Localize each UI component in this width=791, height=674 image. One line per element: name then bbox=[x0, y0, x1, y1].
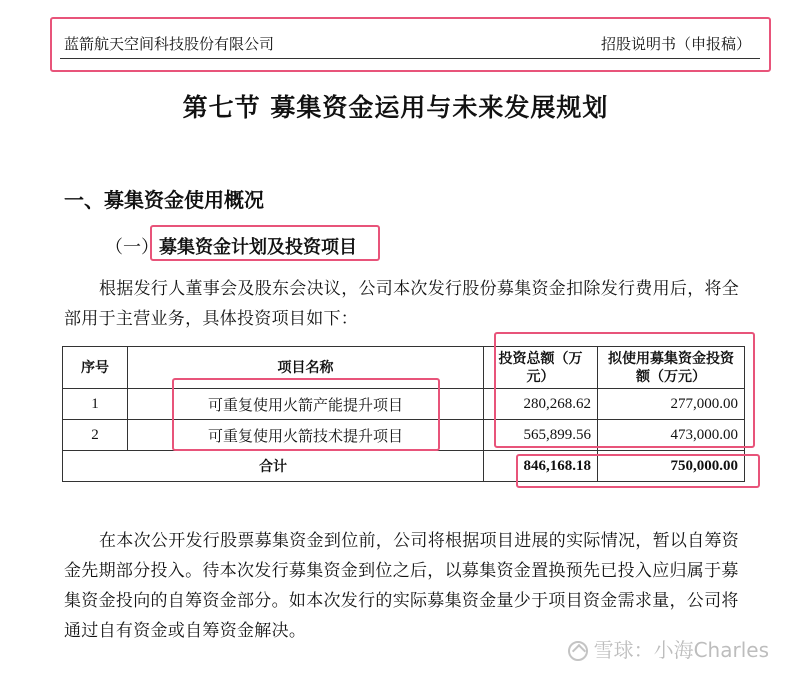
total-label: 合计 bbox=[63, 451, 484, 482]
watermark-text: 雪球：小海Charles bbox=[593, 638, 769, 662]
watermark bbox=[568, 634, 769, 663]
heading-level2-text: 募集资金计划及投资项目 bbox=[159, 237, 357, 258]
col-header-index: 序号 bbox=[63, 347, 128, 389]
row-total: 280,268.62 bbox=[484, 389, 598, 420]
highlight-heading2 bbox=[150, 225, 380, 261]
header-doc-type: 招股说明书（申报稿） bbox=[600, 35, 751, 53]
closing-paragraph: 在本次公开发行股票募集资金到位前，公司将根据项目进展的实际情况，暂以自筹资金先期部分投入。待本次发行募集资金到位之后，以募集资金置换预先已投入应归属于募集资金投向的自筹资金部分。如本次发行的实际募集资金量少于项目资金需求量，公司将通过自有资金或自筹资金解决。 bbox=[64, 531, 740, 641]
col-header-raised: 拟使用募集资金投资额（万元） bbox=[598, 347, 745, 389]
row-total: 565,899.56 bbox=[484, 420, 598, 451]
row-project-name: 可重复使用火箭技术提升项目 bbox=[128, 420, 484, 451]
highlight-total-row bbox=[516, 454, 760, 488]
row-project-name: 可重复使用火箭产能提升项目 bbox=[128, 389, 484, 420]
row-index: 2 bbox=[63, 420, 128, 451]
section-title: 第七节 募集资金运用与未来发展规划 bbox=[182, 93, 609, 122]
total-investment: 846,168.18 bbox=[484, 451, 598, 482]
row-index: 1 bbox=[63, 389, 128, 420]
snowball-logo-icon bbox=[568, 641, 588, 661]
row-raised: 473,000.00 bbox=[598, 420, 745, 451]
col-header-total: 投资总额（万元） bbox=[484, 347, 598, 389]
heading-level2-prefix: （一） bbox=[105, 237, 159, 258]
highlight-header bbox=[50, 17, 771, 72]
header-company: 蓝箭航天空间科技股份有限公司 bbox=[64, 35, 275, 53]
highlight-amount-columns bbox=[494, 332, 755, 448]
col-header-name: 项目名称 bbox=[128, 347, 484, 389]
intro-paragraph: 根据发行人董事会及股东会决议，公司本次发行股份募集资金扣除发行费用后，将全部用于主营业务，具体投资项目如下： bbox=[64, 279, 740, 329]
highlight-project-names bbox=[172, 378, 440, 451]
heading-level1: 一、募集资金使用概况 bbox=[64, 188, 264, 212]
row-raised: 277,000.00 bbox=[598, 389, 745, 420]
total-raised: 750,000.00 bbox=[598, 451, 745, 482]
